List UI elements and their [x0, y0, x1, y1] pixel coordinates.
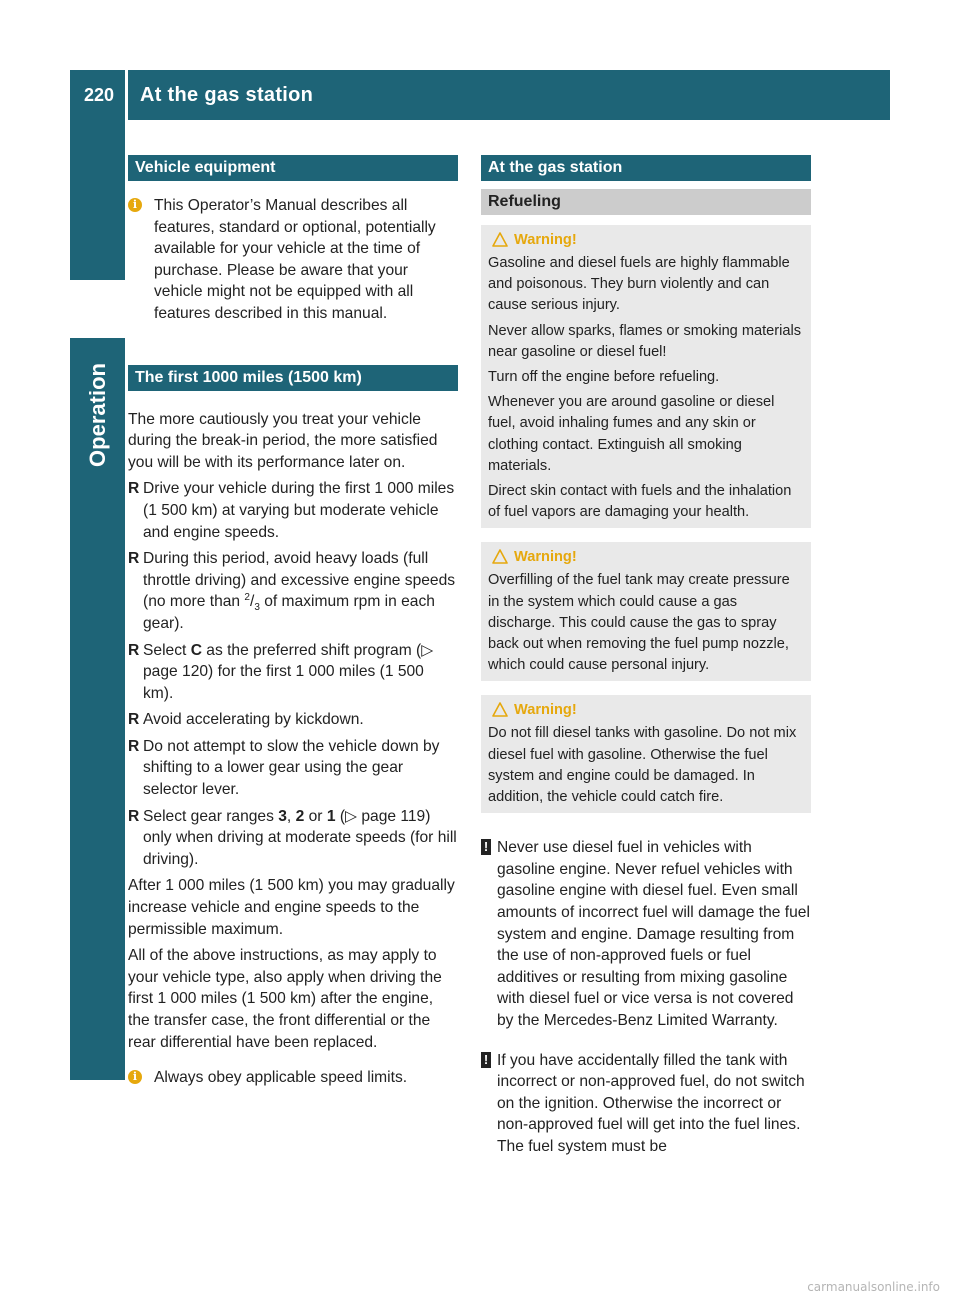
section-heading-first-miles: The first 1000 miles (1500 km) — [128, 365, 458, 391]
bullet-mark: R — [128, 480, 140, 498]
warning-text: Gasoline and diesel fuels are highly flammable and poisonous. They burn violently and can cause serious injury. — [488, 255, 790, 314]
page-title: At the gas station — [140, 84, 314, 106]
bullet-mark: R — [128, 550, 140, 568]
info-icon: i — [128, 1070, 142, 1084]
list-item: R During this period, avoid heavy loads (full throttle driving) and excessive engine speeds (no more than $^2/_3$ of maximum rpm in each gear). — [128, 550, 456, 632]
warning-title: Warning! — [488, 227, 804, 253]
body-paragraph: All of the above instructions, as may apply to your vehicle type, also apply when driving the first 1 000 miles (1 500 km) after the engine, the transfer case, the front differential or the rear differential have been replaced. — [128, 947, 442, 1051]
warning-text: Direct skin contact with fuels and the inhalation of fuel vapors are damaging your health. — [488, 483, 792, 521]
subsection-heading-refueling: Refueling — [481, 189, 811, 215]
exclamation-icon: ! — [481, 839, 491, 855]
warning-triangle-icon — [492, 702, 508, 717]
info-note — [128, 195, 458, 325]
warning-box — [481, 542, 811, 681]
page-number: 220 — [83, 85, 115, 105]
exclamation-icon: ! — [481, 1052, 491, 1068]
page-reference: as the preferred shift program (▷ page 120) for the first 1 000 miles (1 500 km). — [143, 641, 434, 702]
list-item: R Do not attempt to slow the vehicle down by shifting to a lower gear using the gear selector lever. — [128, 737, 440, 799]
warning-box — [481, 695, 811, 813]
section-heading-gas-station: At the gas station — [481, 155, 811, 181]
bullet-mark: R — [128, 807, 140, 825]
bullet-mark: R — [128, 711, 140, 729]
side-tab-marker — [70, 280, 125, 338]
caution-note — [481, 837, 811, 1031]
warning-box — [481, 225, 811, 528]
side-tab-label: Operation — [84, 363, 110, 467]
warning-text: Whenever you are around gasoline or diesel fuel, avoid inhaling fumes and any skin or clothing contact. Extinguish all smoking materials. — [488, 394, 775, 474]
info-note — [128, 1067, 458, 1089]
list-item: R Select gear ranges 3, 2 or 1 (▷ page 119) only when driving at moderate speeds (for hill driving). — [128, 807, 457, 868]
watermark: carmanualsonline.info — [807, 1280, 940, 1294]
intro-paragraph: The more cautiously you treat your vehicle during the break-in period, the more satisfied you will be with its performance later on. — [128, 410, 438, 471]
header-divider — [125, 70, 128, 120]
caution-note — [481, 1050, 811, 1158]
list-item: R Select C as the preferred shift program (▷ page 120) for the first 1 000 miles (1 500 km). — [128, 641, 434, 702]
page-reference: (▷ page 119) only when driving at moderate speeds (for hill driving). — [143, 807, 457, 868]
info-note-text: Always obey applicable speed limits. — [154, 1069, 408, 1087]
warning-text: Turn off the engine before refueling. — [488, 369, 720, 386]
warning-text: Never allow sparks, flames or smoking materials near gasoline or diesel fuel! — [488, 322, 802, 360]
warning-text: Overfilling of the fuel tank may create pressure in the system which could cause a gas discharge. This could cause the gas to spray back out when removing the fuel pump nozzle, which could cause personal injury. — [488, 572, 790, 674]
left-column — [128, 155, 458, 1089]
warning-text: Do not fill diesel tanks with gasoline. Do not mix diesel fuel with gasoline. Otherwise the fuel system and engine could be damaged. In addition, the vehicle could catch fire. — [488, 725, 797, 806]
body-paragraph: After 1 000 miles (1 500 km) you may gradually increase vehicle and engine speeds to the permissible maximum. — [128, 877, 455, 938]
bullet-mark: R — [128, 737, 140, 755]
list-item: R Drive your vehicle during the first 1 000 miles (1 500 km) at varying but moderate vehicle and engine speeds. — [128, 480, 455, 541]
warning-title: Warning! — [488, 697, 804, 723]
side-tab — [70, 120, 125, 1080]
info-icon: i — [128, 198, 142, 212]
list-item: R Avoid accelerating by kickdown. — [128, 709, 458, 731]
info-note-text: This Operator’s Manual describes all features, standard or optional, potentially available for your vehicle at the time of purchase. Please be aware that your vehicle might not be equipped with all features described in this manual. — [154, 197, 436, 322]
warning-title: Warning! — [488, 544, 804, 570]
warning-triangle-icon — [492, 232, 508, 247]
caution-text: If you have accidentally filled the tank with incorrect or non-approved fuel, do not switch on the ignition. Otherwise the incorrect or non-approved fuel will get into the fuel lines. The fuel system must be — [497, 1051, 805, 1155]
section-heading-vehicle-equipment: Vehicle equipment — [128, 155, 458, 181]
right-column — [481, 155, 811, 1158]
warning-triangle-icon — [492, 549, 508, 564]
bullet-mark: R — [128, 641, 140, 659]
caution-text: Never use diesel fuel in vehicles with gasoline engine. Never refuel vehicles with gasoline engine with diesel fuel. Even small amounts of incorrect fuel will damage the fuel system and engine. Damage resulting from the use of non-approved fuels or fuel additives or resulting from mixing gasoline with diesel fuel or vice versa is not covered by the Mercedes-Benz Limited Warranty. — [497, 839, 810, 1030]
